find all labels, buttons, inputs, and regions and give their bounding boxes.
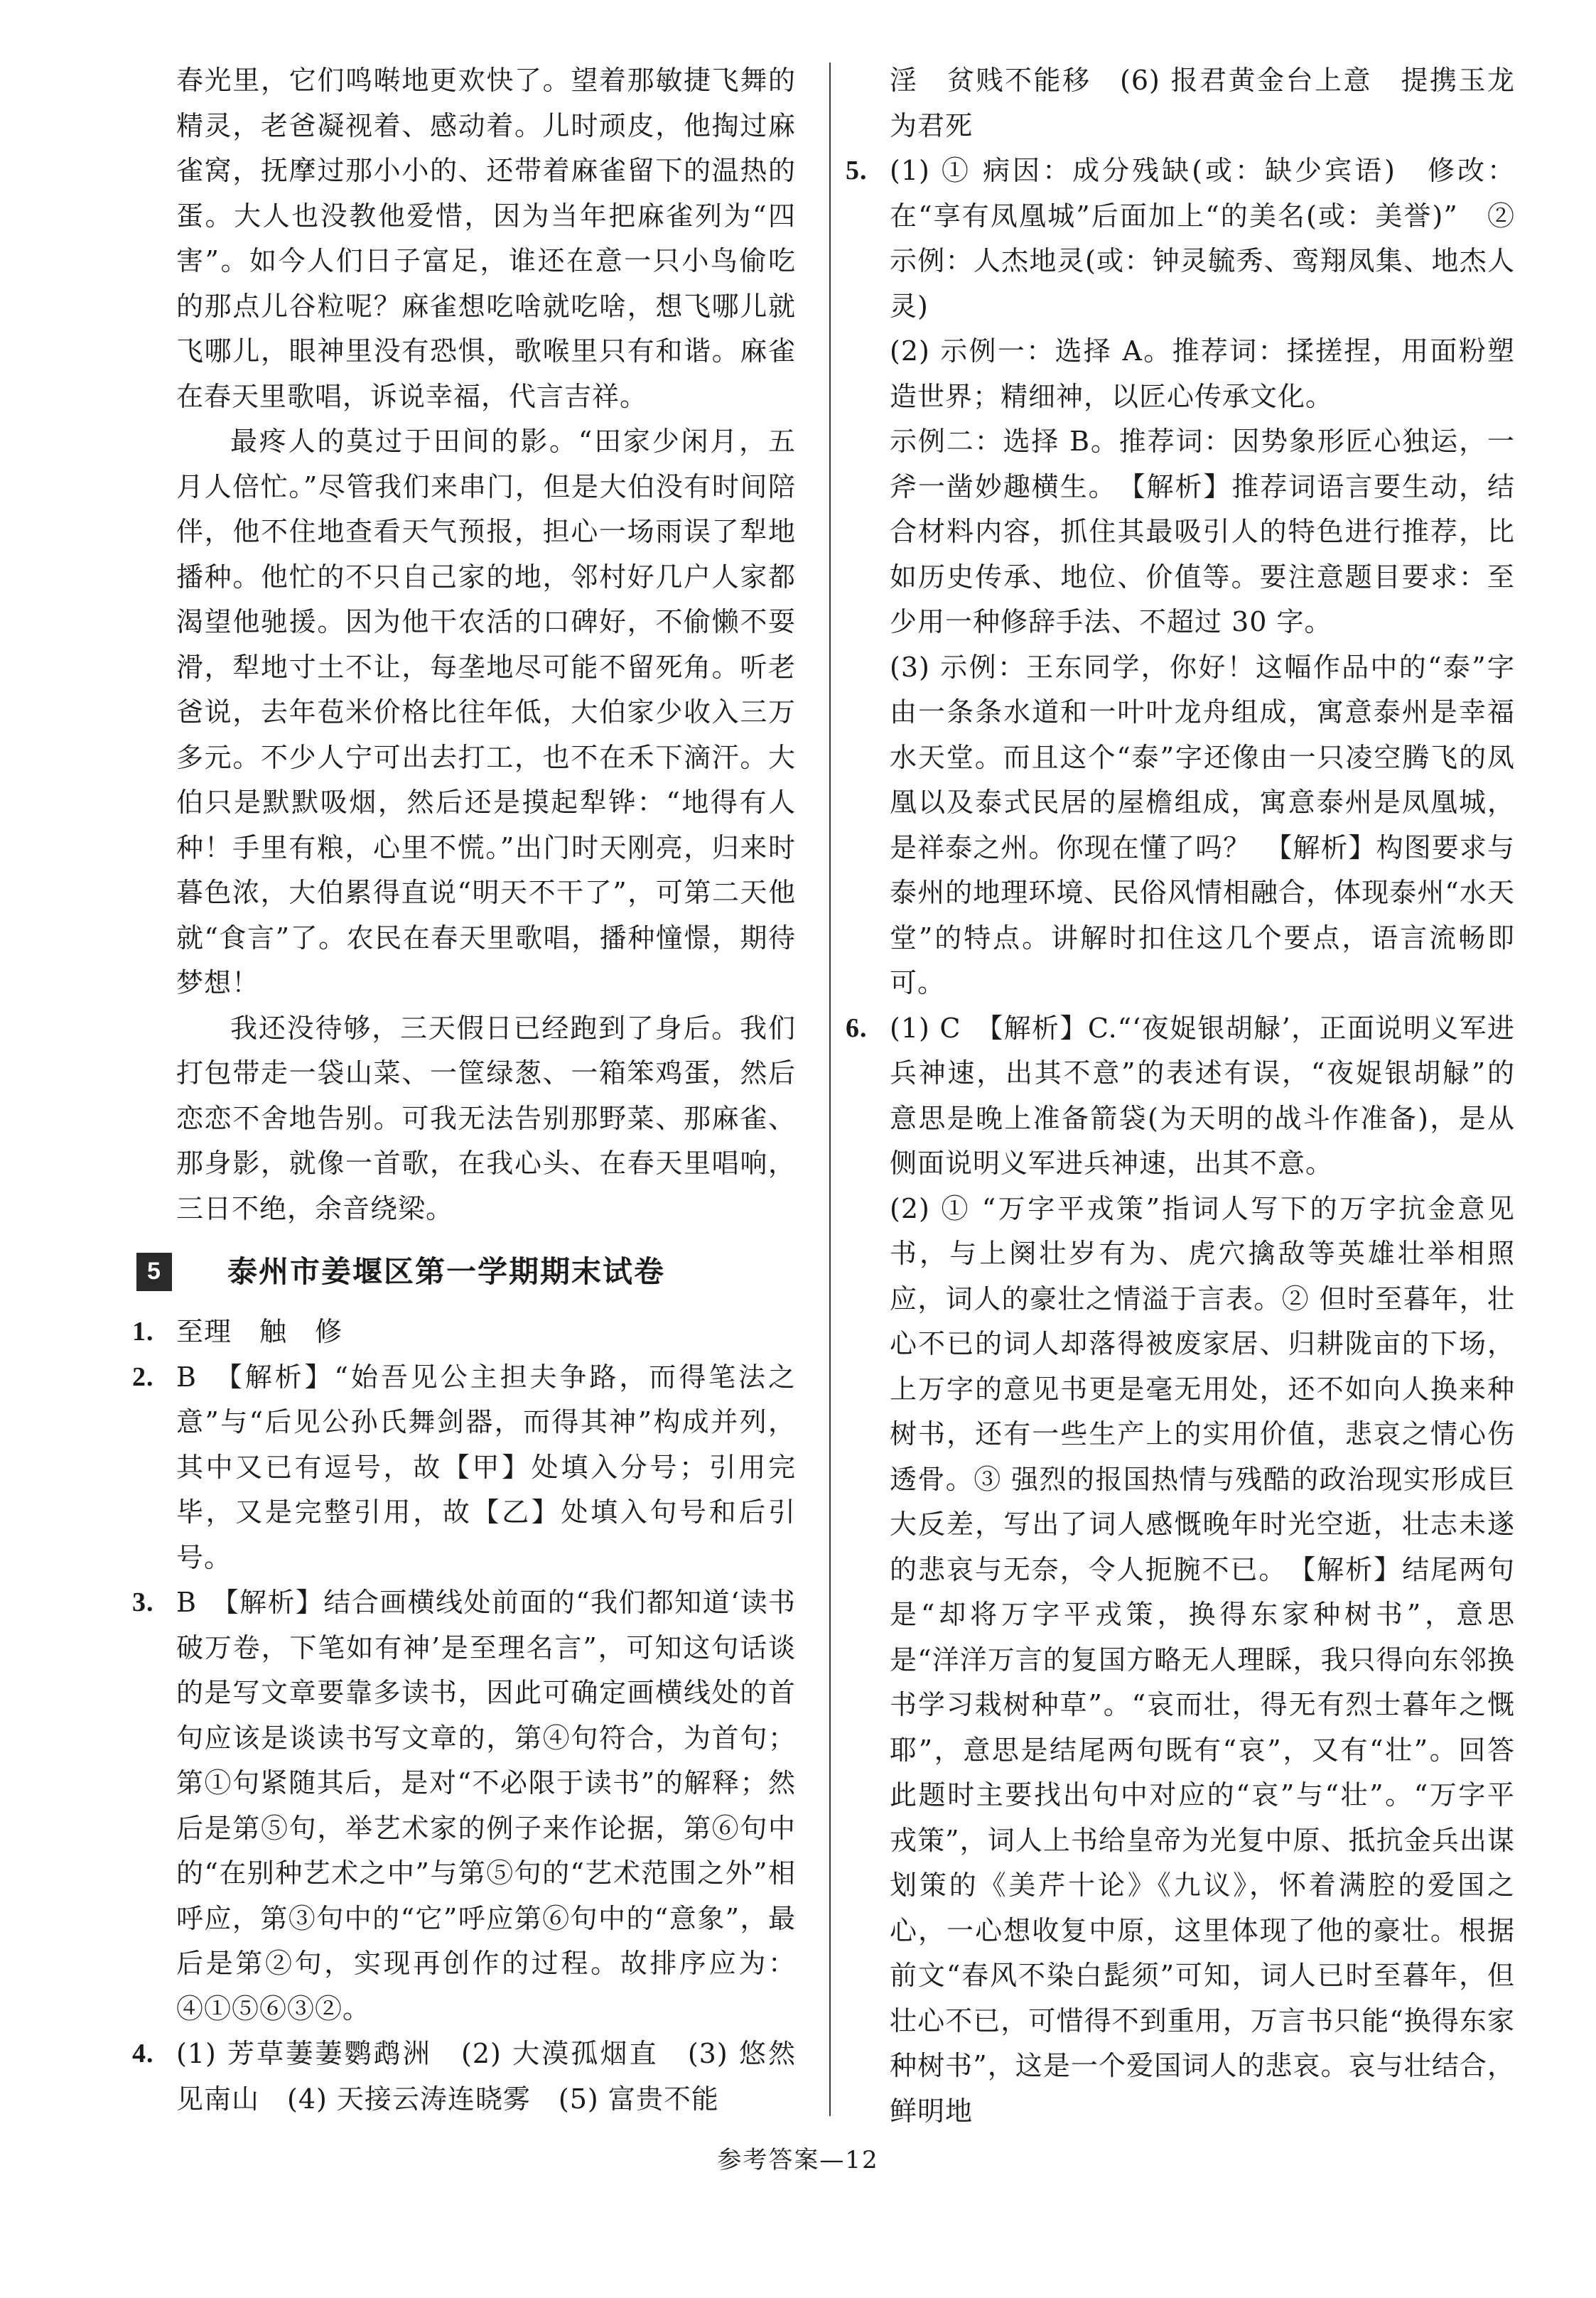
page-footer: 参考答案—12 bbox=[717, 2146, 879, 2174]
answer-part: (1) ① 病因：成分残缺(或：缺少宾语) 修改：在“享有凤凰城”后面加上“的美名(或：美誉)” ② 示例：人杰地灵(或：钟灵毓秀、鸾翔凤集、地杰人灵) bbox=[890, 155, 1515, 322]
section-title: 泰州市姜堰区第一学期期末试卷 bbox=[227, 1254, 666, 1290]
answer-number: 3. bbox=[132, 1587, 154, 1617]
answer-text: (1) 芳草萋萋鹦鹉洲 (2) 大漠孤烟直 (3) 悠然见南山 (4) 天接云涛连晓雾 (5) 富贵不能 bbox=[176, 2038, 796, 2115]
answer-item bbox=[132, 1355, 796, 1581]
answer-item bbox=[132, 2032, 796, 2122]
answer-part: (2) 示例一：选择 A。推荐词：揉搓捏，用面粉塑造世界；精细神，以匠心传承文化。 bbox=[890, 335, 1515, 412]
answer-number: 4. bbox=[132, 2039, 154, 2068]
section-header bbox=[147, 1241, 796, 1302]
answer-item bbox=[132, 1310, 796, 1355]
answer-item bbox=[846, 1006, 1515, 2135]
answer-number: 1. bbox=[132, 1317, 154, 1347]
answer-part: (3) 示例：王东同学，你好！这幅作品中的“泰”字由一条条水道和一叶叶龙舟组成，寓意泰州是幸福水天堂。而且这个“泰”字还像由一只凌空腾飞的凤凰以及泰式民居的屋檐组成，寓意泰州是凤凰城，是祥泰之州。你现在懂了吗？ 【解析】构图要求与泰州的地理环境、民俗风情相融合，体现泰州“水天堂”的特点。讲解时扣住这几个要点，语言流畅即可。 bbox=[890, 651, 1515, 998]
answer-part: (2) ① “万字平戎策”指词人写下的万字抗金意见书，与上阕壮岁有为、虎穴擒敌等英雄壮举相照应，词人的豪壮之情溢于言表。② 但时至暮年，壮心不已的词人却落得被废家居、归耕陇亩的下场，上万字的意见书更是毫无用处，还不如向人换来种树书，还有一些生产上的实用价值，悲哀之情心伤透骨。③ 强烈的报国热情与残酷的政治现实形成巨大反差，写出了词人感慨晚年时光空逝，壮志未遂的悲哀与无奈，令人扼腕不已。 【解析】结尾两句是“却将万字平戎策，换得东家种树书”，意思是“洋洋万言的复国方略无人理睬，我只得向东邻换书学习栽树种草”。“哀而壮，得无有烈士暮年之慨耶”，意思是结尾两句既有“哀”，又有“壮”。回答此题时主要找出句中对应的“哀”与“壮”。“万字平戎策”，词人上书给皇帝为光复中原、抵抗金兵出谋划策的《美芹十论》《九议》，怀着满腔的爱国之心，一心想收复中原，这里体现了他的豪壮。根据前文“春风不染白髭须”可知，词人已时至暮年，但壮心不已，可惜得不到重用，万言书只能“换得东家种树书”，这是一个爱国词人的悲哀。哀与壮结合，鲜明地 bbox=[890, 1192, 1515, 2127]
answer-text: B 【解析】结合画横线处前面的“我们都知道‘读书破万卷，下笔如有神’是至理名言”，可知这句话谈的是写文章要靠多读书，因此可确定画横线处的首句应该是谈读书写文章的，第④句符合，为首句；第①句紧随其后，是对“不必限于读书”的解释；然后是第⑤句，举艺术家的例子来作论据，第⑥句中的“在别种艺术之中”与第⑤句的“艺术范围之外”相呼应，第③句中的“它”呼应第⑥句中的“意象”，最后是第②句，实现再创作的过程。故排序应为：④①⑤⑥③②。 bbox=[176, 1587, 796, 2024]
answer-part: (1) C 【解析】C.“‘夜娖银胡觮’，正面说明义军进兵神速，出其不意”的表述有误，“夜娖银胡觮”的意思是晚上准备箭袋(为天明的战斗作准备)，是从侧面说明义军进兵神速，出其不意。 bbox=[890, 1012, 1515, 1179]
essay-paragraph: 最疼人的莫过于田间的影。“田家少闲月，五月人倍忙。”尽管我们来串门，但是大伯没有时间陪伴，他不住地查看天气预报，担心一场雨误了犁地播种。他忙的不只自己家的地，邻村好几户人家都渴望他驰援。因为他干农活的口碑好，不偷懒不耍滑，犁地寸土不让，每垄地尽可能不留死角。听老爸说，去年苞米价格比往年低，大伯家少收入三万多元。不少人宁可出去打工，也不在禾下滴汗。大伯只是默默吸烟，然后还是摸起犁铧：“地得有人种！手里有粮，心里不慌。”出门时天刚亮，归来时暮色浓，大伯累得直说“明天不干了”，可第二天他就“食言”了。农民在春天里歌唱，播种憧憬，期待梦想！ bbox=[176, 426, 796, 998]
answer-text: 至理 触 修 bbox=[176, 1316, 343, 1347]
essay-paragraph: 春光里，它们鸣啭地更欢快了。望着那敏捷飞舞的精灵，老爸凝视着、感动着。儿时顽皮，他掏过麻雀窝，抚摩过那小小的、还带着麻雀留下的温热的蛋。大人也没教他爱惜，因为当年把麻雀列为“四害”。如今人们日子富足，谁还在意一只小鸟偷吃的那点儿谷粒呢？麻雀想吃啥就吃啥，想飞哪儿就飞哪儿，眼神里没有恐惧，歌喉里只有和谐。麻雀在春天里歌唱，诉说幸福，代言吉祥。 bbox=[176, 65, 796, 412]
answer-text: B 【解析】“始吾见公主担夫争路，而得笔法之意”与“后见公孙氏舞剑器，而得其神”构成并列，其中又已有逗号，故【甲】处填入分号；引用完毕，又是完整引用，故【乙】处填入句号和后引号。 bbox=[176, 1361, 796, 1573]
right-column bbox=[846, 58, 1515, 2134]
answer-number: 2. bbox=[132, 1361, 154, 1392]
essay-paragraph: 我还没待够，三天假日已经跑到了身后。我们打包带走一袋山菜、一筐绿葱、一箱笨鸡蛋，然后恋恋不舍地告别。可我无法告别那野菜、那麻雀、那身影，就像一首歌，在我心头、在春天里唱响，三日不绝，余音绕梁。 bbox=[176, 1012, 796, 1224]
answer-part: 示例二：选择 B。推荐词：因势象形匠心独运，一斧一凿妙趣横生。 【解析】推荐词语言要生动，结合材料内容，抓住其最吸引人的特色进行推荐，比如历史传承、地位、价值等。要注意题目要求：至少用一种修辞手法、不超过 30 字。 bbox=[890, 426, 1515, 637]
answer-number: 6. bbox=[846, 1013, 868, 1043]
column-divider bbox=[829, 63, 831, 2116]
answer-number: 5. bbox=[846, 156, 868, 185]
answer-item bbox=[846, 149, 1515, 1006]
left-column bbox=[132, 58, 796, 2122]
answer-continuation: 淫 贫贱不能移 (6) 报君黄金台上意 提携玉龙为君死 bbox=[890, 65, 1515, 141]
section-number-badge: 5 bbox=[136, 1253, 172, 1291]
answer-item bbox=[132, 1580, 796, 2032]
